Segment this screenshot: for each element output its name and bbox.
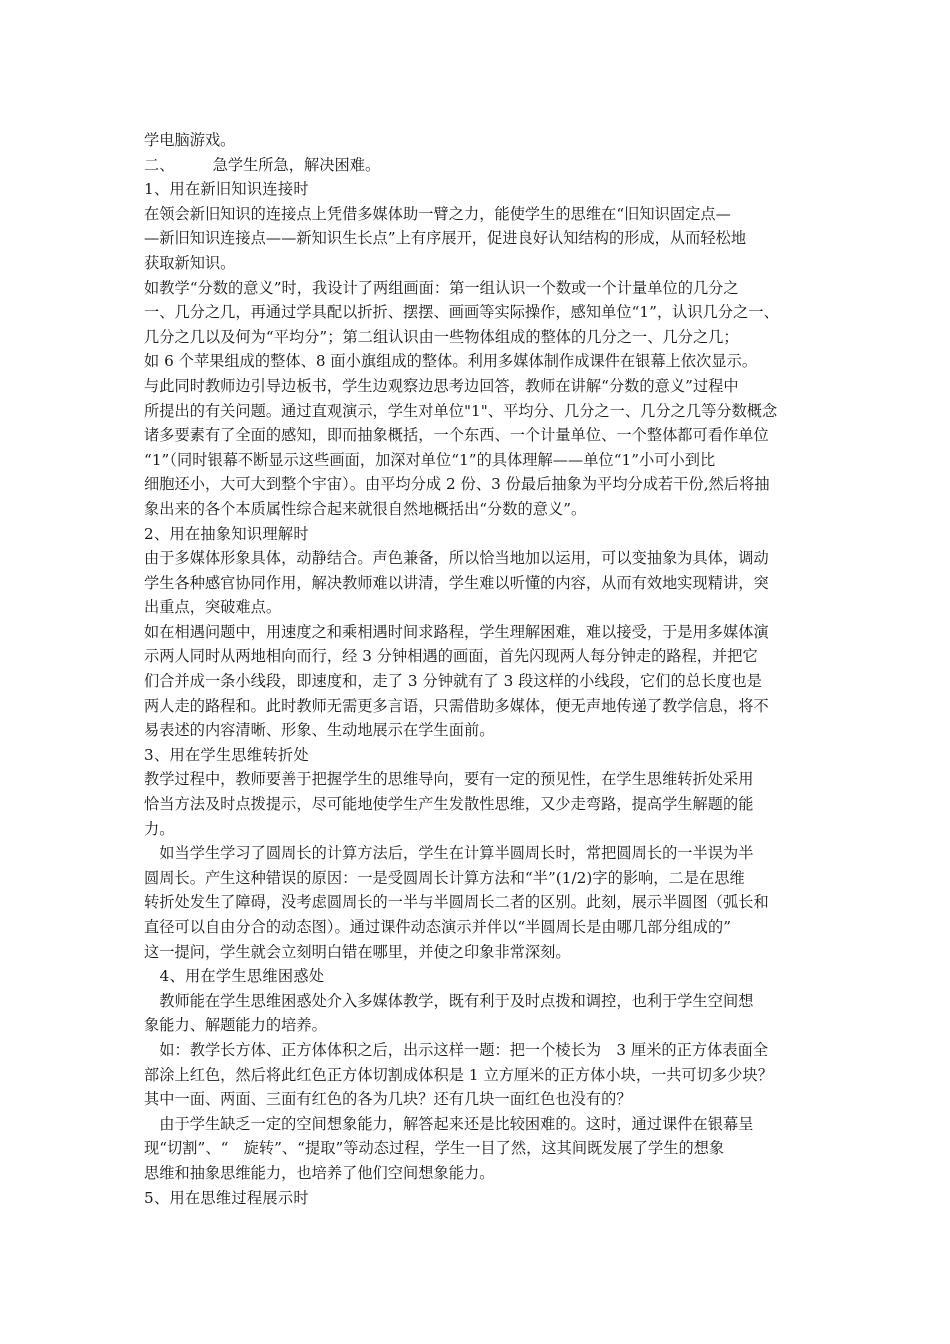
document-page	[144, 128, 812, 1210]
text-line: —新旧知识连接点——新知识生长点”上有序展开，促进良好认知结构的形成，从而轻松地	[144, 229, 747, 248]
text-line: 转折处发生了障碍，没考虑圆周长的一半与半圆周长二者的区别。此刻，展示半圆图（弧长和	[144, 893, 769, 912]
text-line: 与此同时教师边引导边板书，学生边观察边思考边回答，教师在讲解“分数的意义”过程中	[144, 376, 739, 395]
text-line: 圆周长。产生这种错误的原因：一是受圆周长计算方法和“半”(1/2)字的影响，二是在思维	[144, 868, 745, 887]
text-line: 获取新知识。	[144, 253, 236, 272]
text-line: 直径可以自由分合的动态图）。通过课件动态演示并伴以“半圆周长是由哪几部分组成的”	[144, 918, 732, 936]
text-line: 所提出的有关问题。通过直观演示，学生对单位"1"、平均分、几分之一、几分之几等分数概念	[144, 401, 778, 420]
text-line: 如教学“分数的意义”时，我设计了两组画面：第一组认识一个数或一个计量单位的几分之	[144, 278, 739, 297]
text-line: 部涂上红色，然后将此红色正方体切割成体积是 1 立方厘米的正方体小块，一共可切多少块？	[144, 1065, 773, 1084]
text-line: 由于多媒体形象具体，动静结合。声色兼备，所以恰当地加以运用，可以变抽象为具体，调动	[144, 549, 769, 568]
text-line: 恰当方法及时点拨提示，尽可能地使学生产生发散性思维，又少走弯路，提高学生解题的能	[144, 795, 754, 814]
subsection-heading: 2、用在抽象知识理解时	[144, 524, 309, 543]
text-line: 如：教学长方体、正方体体积之后，出示这样一题：把一个棱长为 3 厘米的正方体表面全	[144, 1040, 769, 1059]
subsection-heading: 5、用在思维过程展示时	[144, 1188, 309, 1207]
text-line: 学生各种感官协同作用，解决教师难以讲清，学生难以听懂的内容，从而有效地实现精讲，突	[144, 573, 769, 592]
text-line: 如当学生学习了圆周长的计算方法后，学生在计算半圆周长时，常把圆周长的一半误为半	[144, 844, 754, 863]
subsection-heading: 1、用在新旧知识连接时	[144, 180, 309, 199]
text-line: 一、几分之几，再通过学具配以折折、摆摆、画画等实际操作，感知单位“1”，认识几分之一、	[144, 303, 779, 322]
text-line: “1”（同时银幕不断显示这些画面，加深对单位“1”的具体理解——单位“1”小可小到比	[144, 450, 716, 469]
section-heading: 二、 急学生所急，解决困难。	[144, 155, 381, 174]
text-line: 现“切割”、“ 旋转”、“提取”等动态过程，学生一目了然，这其间既发展了学生的想象	[144, 1139, 725, 1158]
text-line: 其中一面、两面、三面有红色的各为几块？还有几块一面红色也没有的？	[144, 1090, 632, 1109]
text-line: 诸多要素有了全面的感知，即而抽象概括，一个东西、一个计量单位、一个整体都可看作单位	[144, 426, 769, 445]
text-line: 在领会新旧知识的连接点上凭借多媒体助一臂之力，能使学生的思维在“旧知识固定点—	[144, 204, 731, 223]
text-line: 学电脑游戏。	[144, 131, 236, 149]
text-line: 们合并成一条小线段，即速度和，走了 3 分钟就有了 3 段这样的小线段，它们的总长度也是	[144, 672, 762, 691]
text-line: 示两人同时从两地相向而行，经 3 分钟相遇的画面，首先闪现两人每分钟走的路程，并把它	[144, 647, 758, 666]
text-line: 教师能在学生思维困惑处介入多媒体教学，既有利于及时点拨和调控，也利于学生空间想	[144, 991, 754, 1010]
subsection-heading: 4、用在学生思维困惑处	[144, 967, 325, 986]
text-line: 象出来的各个本质属性综合起来就很自然地概括出“分数的意义”。	[144, 499, 587, 518]
text-line: 两人走的路程和。此时教师无需更多言语，只需借助多媒体，便无声地传递了教学信息，将不	[144, 696, 769, 715]
text-line: 几分之几以及何为“平均分”；第二组认识由一些物体组成的整体的几分之一、几分之几；	[144, 327, 739, 346]
text-line: 如 6 个苹果组成的整体、8 面小旗组成的整体。利用多媒体制作成课件在银幕上依次显示。	[144, 352, 758, 371]
text-line: 教学过程中，教师要善于把握学生的思维导向，要有一定的预见性，在学生思维转折处采用	[144, 770, 754, 789]
text-line: 力。	[144, 819, 175, 838]
text-line: 易表述的内容清晰、形象、生动地展示在学生面前。	[144, 721, 495, 740]
text-line: 如在相遇问题中，用速度之和乘相遇时间求路程，学生理解困难，难以接受，于是用多媒体演	[144, 622, 769, 641]
text-line: 思维和抽象思维能力，也培养了他们空间想象能力。	[144, 1163, 495, 1182]
text-line: 象能力、解题能力的培养。	[144, 1016, 327, 1035]
text-line: 出重点，突破难点。	[144, 598, 282, 617]
text-line: 这一提问，学生就会立刻明白错在哪里，并使之印象非常深刻。	[144, 942, 571, 961]
text-line: 由于学生缺乏一定的空间想象能力，解答起来还是比较困难的。这时，通过课件在银幕呈	[144, 1114, 754, 1133]
text-line: 细胞还小，大可大到整个宇宙）。由平均分成 2 份、3 份最后抽象为平均分成若干份,然后将抽	[144, 475, 770, 494]
subsection-heading: 3、用在学生思维转折处	[144, 745, 309, 764]
